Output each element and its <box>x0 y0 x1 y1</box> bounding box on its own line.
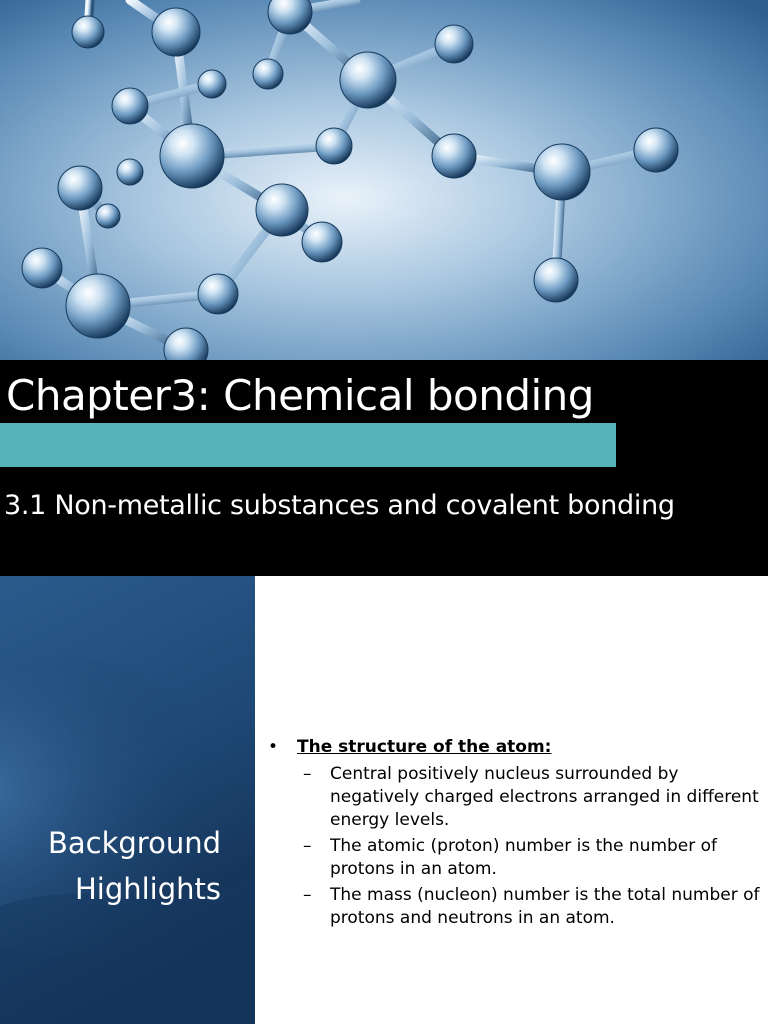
content-slide <box>0 576 768 1024</box>
section-title: Background Highlights <box>47 826 221 906</box>
sub-bullet-item <box>268 835 760 881</box>
section-sidebar <box>0 576 255 1024</box>
bullet-heading: The structure of the atom: <box>297 737 552 757</box>
sub-bullet-text: The mass (nucleon) number is the total number of protons and neutrons in an atom. <box>330 885 760 928</box>
sub-bullet-item <box>268 763 760 832</box>
sidebar-background <box>0 576 255 1024</box>
dash-marker: – <box>303 764 312 784</box>
slide-title: Chapter3: Chemical bonding <box>6 371 594 420</box>
bullet-item <box>268 736 760 759</box>
molecule-illustration <box>0 0 768 360</box>
slide-subtitle: 3.1 Non-metallic substances and covalent bonding <box>4 490 675 521</box>
bullet-list <box>268 736 760 933</box>
accent-bar <box>0 423 616 467</box>
sub-bullet-text: The atomic (proton) number is the number of protons in an atom. <box>330 836 718 879</box>
molecule-model-image <box>0 0 768 360</box>
dash-marker: – <box>303 885 312 905</box>
bullet-marker: • <box>268 737 279 757</box>
sub-bullet-text: Central positively nucleus surrounded by negatively charged electrons arranged in different energy levels. <box>330 764 759 830</box>
sub-bullet-item <box>268 884 760 930</box>
dash-marker: – <box>303 836 312 856</box>
